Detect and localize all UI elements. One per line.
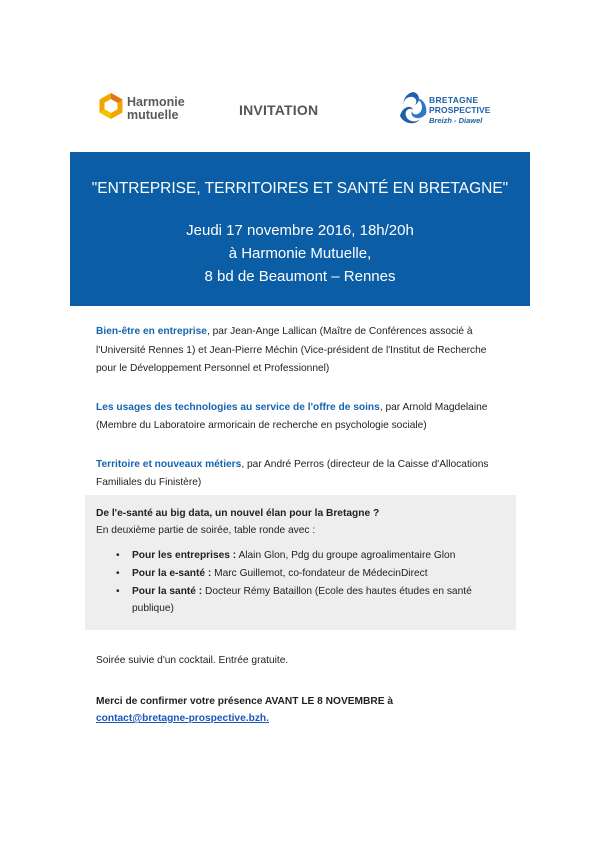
talk-speakers: , par Jean-Ange Lallican (Maître de Conférences associé à l'Université Rennes 1) et Jean-Pierre Méchin (Vice-président de l'Institut de Recherche pour le Développement Personnel et Professionnel) xyxy=(96,326,487,374)
event-address: 8 bd de Beaumont – Rennes xyxy=(204,268,396,285)
program-list xyxy=(96,323,508,513)
harmonie-mutuelle-logo xyxy=(98,92,218,128)
page-title: INVITATION xyxy=(239,102,319,118)
bretagne-logo-line3: Breizh - Diawel xyxy=(429,116,483,125)
talk-speakers: , par André Perros (directeur de la Caisse d'Allocations Familiales du Finistère) xyxy=(96,458,489,488)
harmonie-logo-line2: mutuelle xyxy=(127,108,179,122)
event-date: Jeudi 17 novembre 2016, 18h/20h xyxy=(186,222,414,239)
cocktail-note: Soirée suivie d'un cocktail. Entrée gratuite. xyxy=(96,655,289,666)
talk-speakers: , par Arnold Magdelaine (Membre du Laboratoire armoricain de recherche en psychologie sociale) xyxy=(96,401,488,431)
event-title: "ENTREPRISE, TERRITOIRES ET SANTÉ EN BRETAGNE" xyxy=(91,180,509,197)
contact-email-link[interactable]: contact@bretagne-prospective.bzh. xyxy=(96,713,269,724)
participant-role: Pour la santé : xyxy=(132,586,203,597)
talk-item xyxy=(96,456,508,493)
bullet-icon: • xyxy=(116,586,120,597)
bretagne-triskel-icon xyxy=(396,88,430,128)
roundtable-box xyxy=(85,495,516,630)
talk-item xyxy=(96,323,508,379)
talk-title: Les usages des technologies au service de l'offre de soins xyxy=(96,401,380,413)
talk-title: Territoire et nouveaux métiers xyxy=(96,458,242,470)
harmonie-logo-line1: Harmonie xyxy=(127,95,185,109)
talk-item xyxy=(96,399,508,436)
event-place: à Harmonie Mutuelle, xyxy=(228,245,372,262)
participant-role: Pour les entreprises : xyxy=(132,550,237,561)
talk-title: Bien-être en entreprise xyxy=(96,326,207,337)
bretagne-logo-line1: BRETAGNE xyxy=(429,95,479,105)
participant-item xyxy=(112,547,504,564)
participant-item xyxy=(112,583,504,617)
bretagne-logo-line2: PROSPECTIVE xyxy=(429,104,491,115)
footer xyxy=(96,652,508,727)
participant-name: Marc Guillemot, co-fondateur de MédecinDirect xyxy=(211,568,428,579)
roundtable-participants xyxy=(112,547,504,618)
bullet-icon: • xyxy=(116,550,120,561)
rsvp-text: Merci de confirmer votre présence AVANT LE 8 NOVEMBRE à xyxy=(96,696,394,707)
roundtable-heading: De l'e-santé au big data, un nouvel élan pour la Bretagne ? xyxy=(96,508,380,519)
bretagne-prospective-logo xyxy=(396,88,516,132)
roundtable-intro: En deuxième partie de soirée, table ronde avec : xyxy=(96,525,316,536)
bullet-icon: • xyxy=(116,568,120,579)
participant-role: Pour la e-santé : xyxy=(132,568,212,579)
event-banner xyxy=(70,152,530,306)
harmonie-hexagon-icon xyxy=(98,92,124,120)
participant-item xyxy=(112,565,504,582)
participant-name: Alain Glon, Pdg du groupe agroalimentaire Glon xyxy=(236,550,456,561)
participant-name: Docteur Rémy Bataillon (Ecole des hautes études en santé publique) xyxy=(132,586,472,614)
